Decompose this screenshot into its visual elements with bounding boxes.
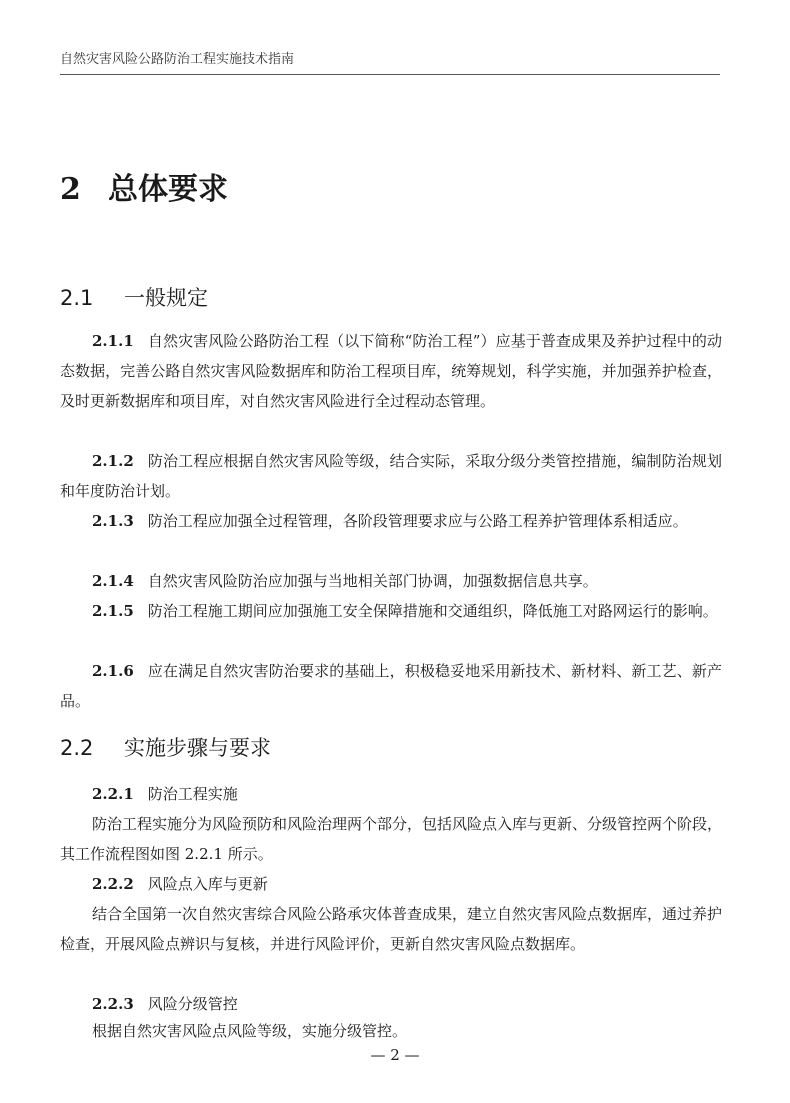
- clause-number: 2.2.2: [92, 875, 134, 893]
- clause-heading: 风险分级管控: [147, 995, 238, 1013]
- chapter-title: [60, 167, 228, 213]
- header-rule: [60, 74, 720, 75]
- clause-2-1-2: [60, 446, 722, 506]
- clause-number: 2.2.1: [92, 785, 134, 803]
- clause-heading: 风险点入库与更新: [147, 875, 268, 893]
- clause-text: 应在满足自然灾害防治要求的基础上，积极稳妥地采用新技术、新材料、新工艺、新产品。: [60, 662, 722, 710]
- clause-2-1-5: [60, 596, 722, 626]
- clause-2-2-3-body: 根据自然灾害风险点风险等级，实施分级管控。: [92, 1022, 408, 1040]
- section-title-2-1: [60, 283, 208, 313]
- clause-text: 防治工程应根据自然灾害风险等级，结合实际，采取分级分类管控措施，编制防治规划和年度防治计划。: [60, 452, 722, 500]
- clause-2-1-6: [60, 656, 722, 716]
- clause-2-1-3: [60, 506, 722, 536]
- page-number: — 2 —: [370, 1046, 420, 1064]
- clause-2-2-2-heading: [92, 869, 268, 899]
- chapter-number: 2: [60, 172, 81, 207]
- clause-text: 防治工程施工期间应加强施工安全保障措施和交通组织，降低施工对路网运行的影响。: [147, 602, 718, 620]
- clause-text: 自然灾害风险公路防治工程（以下简称“防治工程”）应基于普查成果及养护过程中的动态数据，完善公路自然灾害风险数据库和防治工程项目库，统筹规划，科学实施，并加强养护检查，及时更新数据库和项目库，对自然灾害风险进行全过程动态管理。: [60, 332, 722, 410]
- clause-text: 防治工程应加强全过程管理，各阶段管理要求应与公路工程养护管理体系相适应。: [147, 512, 688, 530]
- section-title-2-2: [60, 733, 271, 763]
- clause-2-2-2-body: 结合全国第一次自然灾害综合风险公路承灾体普查成果，建立自然灾害风险点数据库，通过养护检查，开展风险点辨识与复核，并进行风险评价，更新自然灾害风险点数据库。: [60, 905, 723, 953]
- clause-number: 2.1.2: [92, 452, 134, 470]
- clause-number: 2.1.1: [92, 332, 134, 350]
- section-number: 2.2: [60, 736, 94, 760]
- chapter-title-text: 总体要求: [108, 172, 228, 207]
- clause-number: 2.1.4: [92, 572, 134, 590]
- clause-2-2-3-heading: [92, 989, 238, 1019]
- running-header: 自然灾害风险公路防治工程实施技术指南: [60, 52, 295, 67]
- section-title-text: 实施步骤与要求: [124, 736, 271, 760]
- clause-2-2-1-heading: [92, 779, 238, 809]
- clause-number: 2.1.5: [92, 602, 134, 620]
- clause-number: 2.1.6: [92, 662, 134, 680]
- section-number: 2.1: [60, 286, 94, 310]
- clause-2-2-1-body: 防治工程实施分为风险预防和风险治理两个部分，包括风险点入库与更新、分级管控两个阶段，其工作流程图如图 2.2.1 所示。: [60, 815, 723, 863]
- clause-2-1-4: [60, 566, 722, 596]
- clause-2-1-1: [60, 326, 722, 416]
- clause-text: 自然灾害风险防治应加强与当地相关部门协调，加强数据信息共享。: [147, 572, 598, 590]
- clause-number: 2.2.3: [92, 995, 134, 1013]
- section-title-text: 一般规定: [124, 286, 208, 310]
- clause-number: 2.1.3: [92, 512, 134, 530]
- clause-heading: 防治工程实施: [147, 785, 238, 803]
